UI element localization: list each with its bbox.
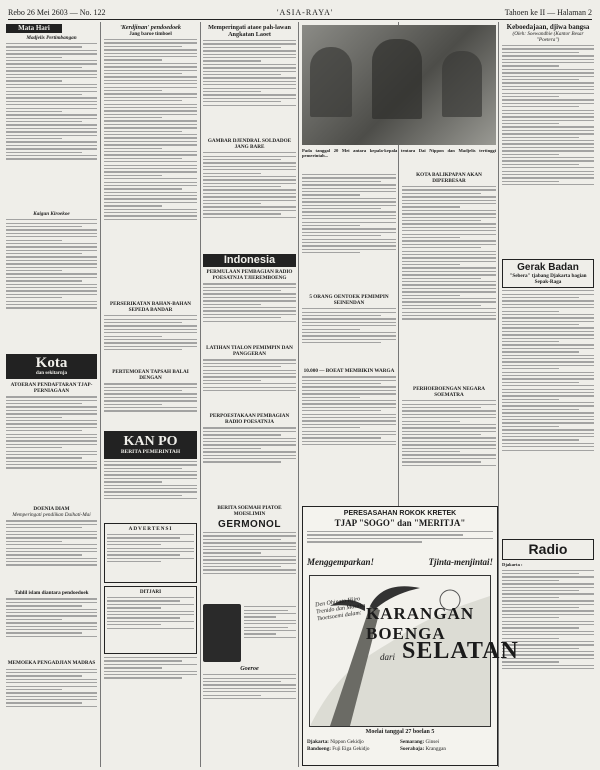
cinema-soerabaja: Soerabaja: Kranggan	[400, 745, 446, 752]
news-photo	[302, 25, 496, 145]
goeroe-heading: Goeroe	[240, 665, 259, 673]
tjinta-slogan: Tjinta-menjintai!	[428, 557, 493, 568]
gerak-badan-title: Gerak Badan	[517, 262, 579, 274]
menggemparkan-slogan: Menggemparkan!	[307, 557, 375, 568]
article-body	[104, 315, 197, 369]
article-body	[104, 461, 197, 521]
film-advert	[302, 506, 519, 766]
article-body	[203, 674, 296, 718]
mata-hari-heading: Mata Hari	[6, 24, 62, 33]
cinema-list	[307, 739, 493, 752]
article-body	[6, 396, 97, 506]
tjap-heading: TJAP "SOGO" dan "MERITJA"	[334, 518, 466, 528]
article-body	[6, 43, 97, 211]
gambar-heading: GAMBAR DJENDRAL SOLDADOE JANG BARE	[207, 138, 292, 151]
selatan-title: SELATAN	[402, 638, 519, 664]
germonol-product	[203, 604, 296, 662]
doenia-subheading: Memperingati pendiikan Daihati-Mai	[12, 512, 91, 519]
ditjari-heading: DITJARI	[139, 588, 162, 595]
advert-body	[244, 604, 296, 662]
issue-date: Rebo 26 Mei 2603 — No. 122	[8, 7, 106, 17]
cinema-bandoeng: Bandoeng: Fuji Eiga Gekidjo	[307, 745, 370, 752]
kanpo-banner	[104, 431, 197, 459]
permoelaan-heading: PERMULAAN PEMBAGIAN RADIO POESATNJA TJIEREMBOENG	[206, 269, 293, 282]
advert-body	[107, 534, 194, 580]
perpoestakaan-heading: PERPOESTAKAAN PEMBAGIAN RADIO POESATNJA	[209, 413, 290, 426]
article-body	[203, 40, 296, 138]
cartoon-caption: Den Ohinato Hjiro Trenido dan Masako Tsoetsoemi dalam:	[314, 596, 366, 623]
doenia-heading: DOENIA DIAM	[33, 506, 70, 513]
film-illustration	[309, 575, 519, 727]
advert-slogans	[303, 555, 497, 569]
memperingati-heading: Memperingati ataoe pah-lawan Angkatan Laoet	[208, 24, 291, 38]
radio-box	[502, 539, 594, 560]
germonol-bottle-image	[203, 604, 241, 662]
berita-heading: BERITA SOEMAH PIATOE MOESLIMIN	[217, 505, 282, 517]
germonol-advert	[203, 505, 296, 765]
column-2	[104, 24, 197, 764]
perhoeboengan-heading: PERHOEBOENGAN NEGARA SOEMATRA	[413, 386, 485, 399]
advert-body	[104, 657, 197, 697]
article-body	[104, 39, 197, 301]
article-body	[502, 290, 594, 536]
column-rule	[298, 22, 299, 767]
madjelis-heading: Madjelis Pertimbangan	[26, 35, 77, 41]
advert-body	[303, 531, 497, 555]
edition: Tahoen ke II — Halaman 2	[504, 7, 592, 17]
article-body	[203, 283, 296, 345]
kota-balikpapan-heading: KOTA BALIKPAPAN AKAN DIPERBESAR	[416, 172, 482, 184]
column-3	[203, 24, 296, 529]
column-rule	[100, 22, 101, 767]
column-4a	[302, 172, 396, 502]
advertensi-heading: ADVERTENSI	[128, 525, 173, 532]
latihan-heading: LATIHAN TIALON PEMIMPIN DAN PANGGERAN	[206, 345, 293, 358]
kanpo-subtitle: BERITA PEMERINTAH	[120, 449, 181, 456]
gerak-badan-subtitle: "Sebera" tjabang Djakarta bagian Sepak-Raga	[509, 273, 587, 286]
article-body	[104, 383, 197, 429]
kota-banner	[6, 354, 97, 379]
kerdjinan-heading: 'Kerdjinan' pendoedoek	[119, 24, 182, 31]
article-body	[502, 45, 594, 257]
article-body	[203, 427, 296, 487]
newspaper-name: 'ASIA-RAYA'	[277, 7, 334, 17]
germonol-title: GERMONOL	[218, 519, 281, 530]
kaigun-heading: Kaigun Kiroekoe	[33, 211, 70, 218]
karangan-title: KARANGAN BOENGA	[366, 604, 475, 643]
ditjari-box	[104, 586, 197, 654]
article-body	[302, 376, 396, 486]
masthead	[8, 5, 592, 20]
atoeran-heading: ATOERAN PENDAFTARAN TJAP-PERNIAGAAN	[10, 382, 93, 395]
article-body	[402, 186, 496, 386]
article-body	[402, 400, 496, 500]
kanpo-title: KAN PO	[123, 434, 178, 450]
photo-caption: Pada tanggal 20 Mei antara kepala-kepala tentara Dai Nippon dan Madjelis tertinggi pemerintah...	[302, 148, 496, 159]
article-body	[6, 598, 97, 660]
article-body	[302, 308, 396, 368]
persesahan-heading: PERESASAHAN ROKOK KRETEK	[343, 510, 457, 517]
perserikatan-heading: PERSERIKATAN BAHAN-BAHAN SEPEDA BANDAR	[110, 301, 191, 314]
memoeka-heading: MEMOEKA PENGADJIAN MADRAS	[7, 660, 96, 667]
advert-body	[203, 532, 296, 602]
gerak-badan-box	[502, 259, 594, 288]
cinema-djakarta: Djakarta: Nippon Gekidjo	[307, 739, 364, 745]
keboedajaan-author: (Oleh: Soewandhie (Kantor Besar "Poetera")	[512, 31, 584, 43]
article-body	[302, 174, 396, 294]
indonesia-banner: Indonesia	[203, 254, 296, 267]
kota-subtitle: dan sekitarnja	[36, 371, 67, 377]
column-1	[6, 24, 97, 764]
column-4b	[402, 172, 496, 502]
article-body	[6, 669, 97, 729]
cinema-semarang: Semarang: Ginsei	[400, 739, 440, 745]
article-body	[203, 359, 296, 413]
boeat-heading: 10.000 — BOEAT MEMBIKIN WARGA	[303, 368, 395, 375]
article-body	[6, 219, 97, 351]
radio-title: Radio	[528, 541, 568, 558]
article-body	[6, 520, 97, 590]
radio-city: Djakarta :	[502, 562, 523, 568]
dari-label: dari	[380, 652, 396, 662]
rapat-heading: 5 ORANG OENTOEK PEMIMPIN SEINENDAN	[309, 294, 389, 307]
keboedajaan-heading: Keboedajaan, djiwa bangsa	[506, 23, 590, 31]
advert-body	[107, 597, 194, 651]
kerdjinan-subheading: Jang baroe timboel	[129, 31, 172, 37]
pertemoean-heading: PERTEMOEAN TAPSAH BALAI DENGAN	[112, 369, 189, 382]
moelai-date: Moelai tanggal 27 boelan 5	[365, 729, 435, 735]
kota-title: Kota	[35, 355, 68, 372]
article-body	[203, 152, 296, 252]
tahlil-heading: Tahlil islam diantara pendoedoek	[14, 590, 89, 597]
column-rule	[200, 22, 201, 767]
advertensi-box	[104, 523, 197, 583]
